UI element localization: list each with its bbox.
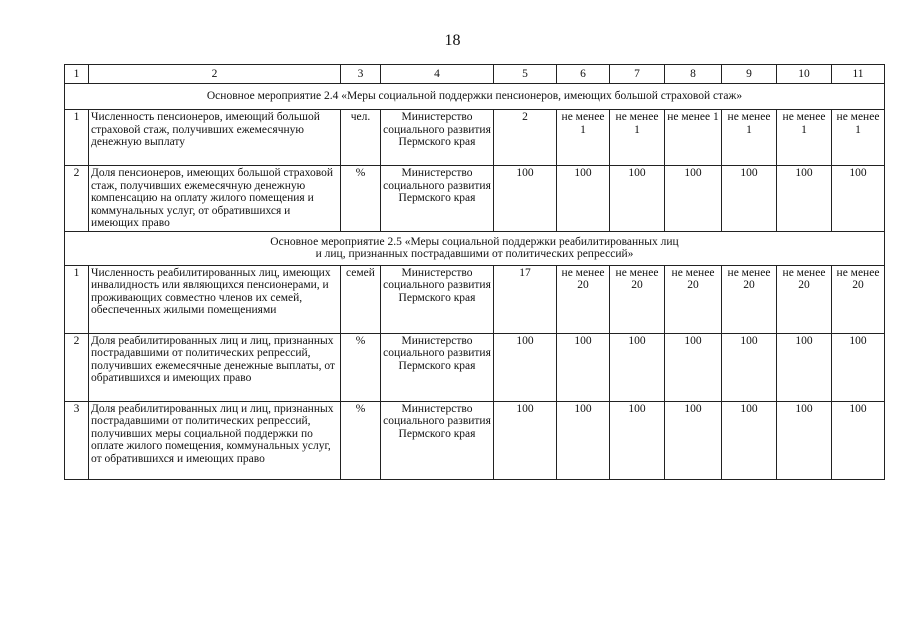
value-cell: не менее 20 [722, 265, 777, 333]
value-cell: 100 [665, 401, 722, 479]
value-cell: 100 [832, 401, 885, 479]
value-cell: 100 [832, 166, 885, 232]
responsible-cell: Министерство социального развития Пермского края [381, 110, 494, 166]
row-number: 3 [65, 401, 89, 479]
value-cell: 100 [722, 333, 777, 401]
value-cell: не менее 1 [610, 110, 665, 166]
indicator-description: Численность реабилитированных лиц, имеющих инвалидность или являющихся пенсионерами, и проживающих совместно членов их семей, обеспеченных жилыми помещениями [89, 265, 341, 333]
value-cell: не менее 20 [610, 265, 665, 333]
table-row [65, 265, 885, 333]
value-cell: не менее 20 [832, 265, 885, 333]
value-cell: 100 [610, 401, 665, 479]
value-cell: 100 [722, 166, 777, 232]
unit-cell: % [341, 401, 381, 479]
value-cell: 100 [557, 401, 610, 479]
table-row [65, 110, 885, 166]
column-number: 5 [494, 65, 557, 84]
value-cell: 100 [777, 333, 832, 401]
row-number: 1 [65, 265, 89, 333]
column-number: 4 [381, 65, 494, 84]
value-cell: 100 [557, 333, 610, 401]
unit-cell: семей [341, 265, 381, 333]
value-cell: 100 [610, 166, 665, 232]
row-number: 2 [65, 333, 89, 401]
section-title-line: и лиц, признанных пострадавшими от политических репрессий» [315, 248, 634, 260]
indicator-description: Численность пенсионеров, имеющий большой страховой стаж, получивших ежемесячную денежную выплату [89, 110, 341, 166]
section-title-line: Основное мероприятие 2.5 «Меры социальной поддержки реабилитированных лиц [270, 235, 679, 248]
value-cell: 100 [832, 333, 885, 401]
column-number: 7 [610, 65, 665, 84]
responsible-cell: Министерство социального развития Пермского края [381, 265, 494, 333]
row-number: 1 [65, 110, 89, 166]
table-row [65, 401, 885, 479]
column-number: 8 [665, 65, 722, 84]
value-cell: не менее 1 [722, 110, 777, 166]
column-number: 6 [557, 65, 610, 84]
base-value-cell: 100 [494, 166, 557, 232]
unit-cell: чел. [341, 110, 381, 166]
value-cell: не менее 20 [777, 265, 832, 333]
section-heading-row [65, 84, 885, 110]
section-title [65, 231, 885, 265]
column-number: 2 [89, 65, 341, 84]
value-cell: 100 [777, 401, 832, 479]
value-cell: 100 [777, 166, 832, 232]
responsible-cell: Министерство социального развития Пермского края [381, 166, 494, 232]
responsible-cell: Министерство социального развития Пермского края [381, 401, 494, 479]
unit-cell: % [341, 166, 381, 232]
value-cell: не менее 1 [777, 110, 832, 166]
value-cell: 100 [557, 166, 610, 232]
page-number: 18 [444, 32, 461, 49]
section-title: Основное мероприятие 2.4 «Меры социальной поддержки пенсионеров, имеющих большой страховой стаж» [65, 84, 885, 110]
value-cell: не менее 1 [832, 110, 885, 166]
base-value-cell: 100 [494, 333, 557, 401]
indicators-table [64, 64, 885, 480]
value-cell: 100 [722, 401, 777, 479]
value-cell: не менее 20 [665, 265, 722, 333]
column-number: 11 [832, 65, 885, 84]
responsible-cell: Министерство социального развития Пермского края [381, 333, 494, 401]
value-cell: не менее 20 [557, 265, 610, 333]
indicator-description: Доля реабилитированных лиц и лиц, признанных пострадавшими от политических репрессий, получивших ежемесячные денежные выплаты, от обратившихся и имеющих право [89, 333, 341, 401]
column-number: 10 [777, 65, 832, 84]
value-cell: не менее 1 [557, 110, 610, 166]
base-value-cell: 100 [494, 401, 557, 479]
row-number: 2 [65, 166, 89, 232]
table-row [65, 166, 885, 232]
column-number-row [65, 65, 885, 84]
base-value-cell: 17 [494, 265, 557, 333]
table-row [65, 333, 885, 401]
indicator-description: Доля реабилитированных лиц и лиц, признанных пострадавшими от политических репрессий, получивших меры социальной поддержки по оплате жилого помещения, коммунальных услуг, от обратившихся и имеющих право [89, 401, 341, 479]
section-heading-row [65, 231, 885, 265]
value-cell: 100 [665, 333, 722, 401]
column-number: 9 [722, 65, 777, 84]
value-cell: 100 [610, 333, 665, 401]
column-number: 3 [341, 65, 381, 84]
column-number: 1 [65, 65, 89, 84]
indicator-description: Доля пенсионеров, имеющих большой страховой стаж, получивших ежемесячную денежную компенсацию на оплату жилого помещения и коммунальных услуг, от обратившихся и имеющих право [89, 166, 341, 232]
unit-cell: % [341, 333, 381, 401]
value-cell: не менее 1 [665, 110, 722, 166]
value-cell: 100 [665, 166, 722, 232]
base-value-cell: 2 [494, 110, 557, 166]
